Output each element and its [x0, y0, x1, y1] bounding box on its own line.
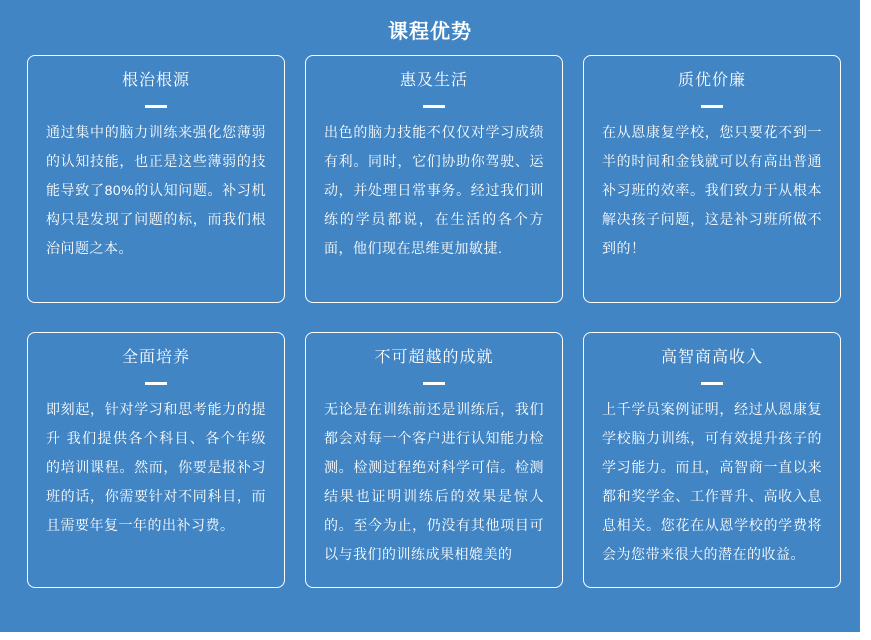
card-title: 根治根源	[121, 72, 190, 89]
card-title: 质优价廉	[677, 72, 746, 89]
page-title: 课程优势	[388, 21, 472, 43]
cards-row-top	[27, 55, 860, 303]
advantage-card-achievement	[305, 332, 563, 588]
title-divider	[701, 105, 723, 108]
card-body: 在从恩康复学校，您只要花不到一半的时间和金钱就可以有高出普通补习班的效率。我们致力于从根本解决孩子问题，这是补习班所做不到的！	[602, 124, 822, 256]
advantage-card-high-iq-income	[583, 332, 841, 588]
card-title: 惠及生活	[399, 72, 468, 89]
title-divider	[423, 382, 445, 385]
title-divider	[423, 105, 445, 108]
card-body: 即刻起，针对学习和思考能力的提升 我们提供各个科目、各个年级的培训课程。然而，你要是报补习班的话，你需要针对不同科目，而且需要年复一年的出补习费。	[46, 401, 266, 533]
card-title: 不可超越的成就	[374, 349, 494, 366]
card-body: 上千学员案例证明，经过从恩康复学校脑力训练，可有效提升孩子的学习能力。而且，高智商一直以来都和奖学金、工作晋升、高收入息息相关。您花在从恩学校的学费将会为您带来很大的潜在的收益。	[602, 401, 822, 562]
advantage-card-benefit-life	[305, 55, 563, 303]
advantage-card-comprehensive	[27, 332, 285, 588]
title-divider	[701, 382, 723, 385]
card-title: 高智商高收入	[660, 349, 763, 366]
card-body: 无论是在训练前还是训练后，我们都会对每一个客户进行认知能力检测。检测过程绝对科学可信。检测结果也证明训练后的效果是惊人的。至今为止，仍没有其他项目可以与我们的训练成果相媲美的	[324, 401, 544, 562]
title-divider	[145, 105, 167, 108]
card-body: 通过集中的脑力训练来强化您薄弱的认知技能，也正是这些薄弱的技能导致了80%的认知问题。补习机构只是发现了问题的标，而我们根治问题之本。	[46, 124, 266, 256]
cards-row-bottom	[27, 332, 860, 588]
title-divider	[145, 382, 167, 385]
card-title: 全面培养	[121, 349, 190, 366]
advantage-card-quality-price	[583, 55, 841, 303]
advantage-card-root-cause	[27, 55, 285, 303]
card-body: 出色的脑力技能不仅仅对学习成绩有利。同时，它们协助你驾驶、运动，并处理日常事务。经过我们训练的学员都说，在生活的各个方面，他们现在思维更加敏捷.	[324, 124, 544, 256]
